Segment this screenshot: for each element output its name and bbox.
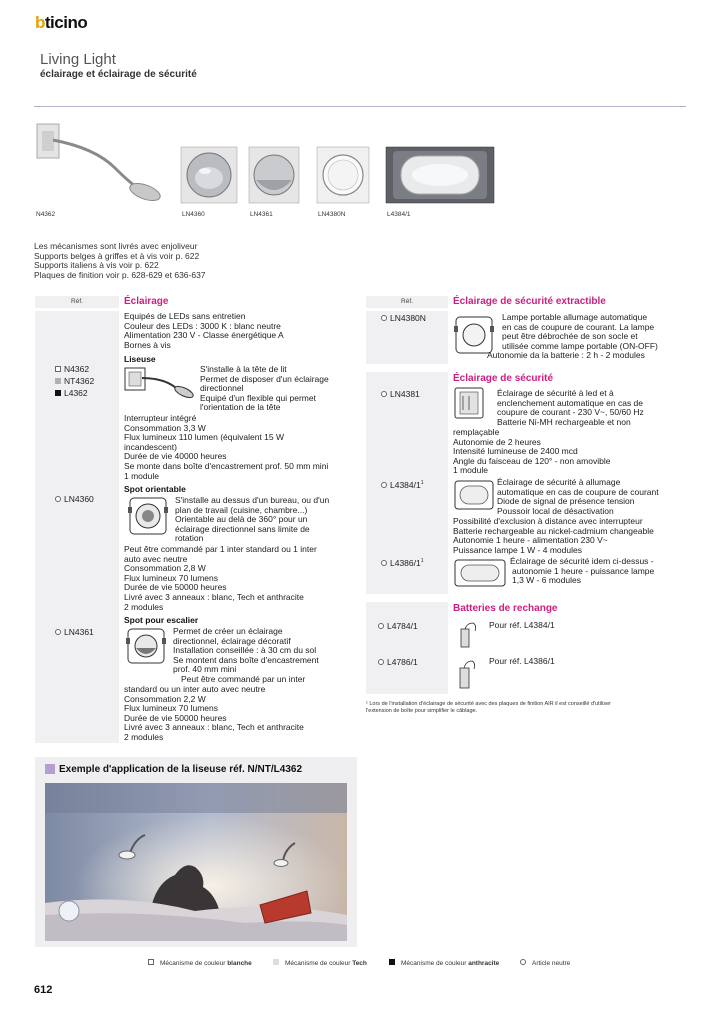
legend-text: Mécanisme de couleur — [160, 960, 228, 967]
ref-header-right: Réf. — [366, 296, 448, 308]
legend-text-bold: Tech — [352, 960, 367, 967]
text-line: coupure de courant - 230 V~, 50/60 Hz — [497, 407, 644, 418]
ref-l4384[interactable] — [381, 478, 424, 490]
ref-code: LN4380N — [390, 313, 426, 323]
text-line: Orientable au delà de 360° pour un — [175, 514, 308, 525]
text-line: prof. 40 mm mini — [173, 664, 237, 675]
footnote-marker: 1 — [420, 558, 424, 564]
grey-square-icon — [273, 959, 279, 965]
section-title-batteries: Batteries de rechange — [453, 603, 558, 614]
footnote-line: l'extension de boîte pour simplifier le câblage. — [366, 708, 478, 714]
text-line: Durée de vie 50000 heures — [124, 582, 227, 593]
text-line: en cas de coupure de courant. La lampe — [502, 321, 655, 332]
circle-icon — [381, 391, 387, 397]
text-line: Livré avec 3 anneaux : blanc, Tech et anthracite — [124, 591, 304, 602]
text-line: Éclairage de sécurité à allumage — [497, 477, 621, 487]
ref-column — [366, 602, 448, 694]
text-line: Consommation 2,2 W — [124, 693, 206, 704]
footnote-marker: 1 — [420, 480, 424, 486]
ln4360-product-image — [126, 495, 170, 537]
ref-code: L4384/1 — [390, 479, 421, 490]
text-line: directionnel — [200, 383, 244, 394]
ref-ln4380n[interactable] — [381, 313, 426, 323]
ref-code: LN4361 — [64, 627, 94, 637]
circle-icon — [381, 482, 387, 488]
photo-caption: LN4380N — [318, 211, 346, 218]
ref-code: L4386/1 — [390, 557, 421, 568]
text-line: rotation — [175, 533, 204, 544]
spot-escalier-title: Spot pour escalier — [124, 615, 199, 625]
liseuse-product-image — [124, 364, 196, 404]
legend-text: Article neutre — [532, 960, 571, 967]
ln4380n-text — [487, 312, 658, 361]
spot-escalier-side-text — [173, 627, 319, 685]
text-line: Flux lumineux 70 lumens — [124, 572, 219, 583]
legend-white — [148, 960, 252, 967]
ref-ln4361[interactable] — [55, 627, 94, 637]
text-line: Éclairage de sécurité à led et à — [497, 388, 614, 398]
text-line: enclenchement automatique en cas de — [497, 397, 644, 408]
ref-code: LN4360 — [64, 494, 94, 504]
text-line: Autonomie 1 heure - alimentation 230 V~ — [453, 535, 608, 546]
l4386-side-text — [510, 557, 654, 586]
legend-text-bold: blanche — [227, 960, 252, 967]
text-line: Durée de vie 40000 heures — [124, 451, 227, 462]
black-square-icon — [389, 959, 395, 965]
l4384-product-image — [453, 478, 495, 512]
text-line: Permet de créer un éclairage — [173, 626, 283, 636]
text-line: Installation conseillée : à 30 cm du sol — [173, 645, 317, 656]
ref-nt4362[interactable] — [55, 376, 94, 386]
header-rule — [34, 106, 686, 107]
legend-tech — [273, 960, 367, 967]
text-line: Durée de vie 50000 heures — [124, 712, 227, 723]
text-line: Peut être commandé par un inter — [181, 673, 306, 684]
page-title: Living Light — [40, 51, 116, 68]
text-line: Consommation 3,3 W — [124, 422, 206, 433]
ref-l4784[interactable] — [378, 621, 418, 631]
text-line: Flux lumineux 110 lumen (équivalent 15 W — [124, 432, 285, 443]
ln4381-side-text — [497, 389, 644, 427]
black-square-icon — [55, 390, 61, 396]
intro-line: Plaques de finition voir p. 628-629 et 636-637 — [34, 269, 206, 280]
text-line: Intensité lumineuse de 2400 mcd — [453, 446, 578, 457]
legend-article — [520, 960, 570, 967]
legend-text: Mécanisme de couleur — [401, 960, 469, 967]
text-line: Livré avec 3 anneaux : blanc, Tech et anthracite — [124, 722, 304, 733]
ref-n4362[interactable] — [55, 364, 89, 374]
text-line: auto avec neutre — [124, 553, 188, 564]
ref-code: L4362 — [64, 388, 88, 398]
text-line: directionnel, éclairage décoratif — [173, 635, 291, 646]
ref-code: L4786/1 — [387, 657, 418, 667]
text-line: éclairage directionnel sans limite de — [175, 523, 310, 534]
ref-code: N4362 — [64, 364, 90, 374]
text-line: Angle du faisceau de 120° - non amovible — [453, 455, 611, 466]
section-title-securite: Éclairage de sécurité — [453, 373, 554, 384]
white-square-icon — [55, 366, 61, 372]
text-line: utilisée comme lampe portable (ON-OFF) — [502, 340, 658, 351]
page-subtitle: éclairage et éclairage de sécurité — [40, 69, 197, 80]
l4384-text — [453, 517, 654, 555]
l4384-photo — [385, 146, 495, 204]
circle-icon — [378, 659, 384, 665]
photo-caption: LN4361 — [250, 211, 273, 218]
text-line: Equipés de LEDs sans entretien — [124, 311, 246, 321]
text-line: automatique en cas de coupure de courant — [497, 486, 659, 497]
text-line: Possibilité d'exclusion à distance avec interrupteur — [453, 516, 643, 526]
l4786-battery-image — [453, 656, 481, 692]
legend-text-bold: anthracite — [468, 960, 500, 967]
text-line: Peut être commandé par 1 inter standard ou 1 inter — [124, 544, 317, 554]
example-title: Exemple d'application de la liseuse réf. N/NT/L4362 — [59, 764, 303, 775]
ref-l4386[interactable] — [381, 556, 424, 568]
circle-icon — [55, 496, 61, 502]
white-square-icon — [148, 959, 154, 965]
circle-icon — [55, 629, 61, 635]
footnote — [366, 701, 611, 715]
ref-l4362[interactable] — [55, 388, 88, 398]
text-line: remplaçable — [453, 427, 500, 437]
text-line: Puissance lampe 1 W - 4 modules — [453, 544, 582, 555]
ref-code: L4784/1 — [387, 621, 418, 631]
ref-l4786[interactable] — [378, 657, 418, 667]
ln4381-text — [453, 428, 610, 476]
text-line: Diode de signal de présence tension — [497, 496, 635, 507]
intro-line: Les mécanismes sont livrés avec enjoliveur — [34, 241, 198, 251]
footnote-line: ¹ Lors de l'installation d'éclairage de sécurité avec des plaques de finition AIR il est conseillé d'utiliser — [366, 701, 611, 707]
text-line: standard ou un inter auto avec neutre — [124, 684, 266, 694]
text-line: Poussoir local de désactivation — [497, 505, 614, 516]
text-line: 2 modules — [124, 601, 164, 612]
text-line: S'installe au dessus d'un bureau, ou d'un — [175, 495, 330, 505]
ref-ln4381[interactable] — [381, 389, 420, 399]
text-line: l'orientation de la tête — [200, 402, 281, 413]
liseuse-title: Liseuse — [124, 354, 156, 364]
text-line: Éclairage de sécurité idem ci-dessus - — [510, 556, 654, 566]
liseuse-text — [124, 414, 328, 481]
text-line: Autonomie de 2 heures — [453, 436, 541, 447]
text-line: peut être débrochée de son socle et — [502, 331, 638, 342]
circle-icon — [381, 560, 387, 566]
example-square-icon — [45, 764, 55, 774]
text-line: Batterie Ni-MH rechargeable et non — [497, 416, 631, 427]
grey-square-icon — [55, 378, 61, 384]
circle-icon — [378, 623, 384, 629]
spot-orientable-title: Spot orientable — [124, 484, 186, 494]
section-title-eclairage: Éclairage — [124, 296, 169, 307]
l4386-product-image — [453, 557, 507, 589]
photo-caption: N4362 — [36, 211, 56, 218]
eclairage-general — [124, 312, 284, 350]
ref-code: LN4381 — [390, 389, 420, 399]
bticino-logo: bticino — [35, 13, 88, 32]
text-line: Se monte dans boîte d'encastrement prof. 50 mm mini — [124, 460, 329, 471]
text-line: Flux lumineux 70 lumens — [124, 703, 219, 714]
text-line: 1,3 W - 6 modules — [512, 575, 581, 586]
spot-orientable-side-text — [175, 496, 329, 544]
l4784-text: Pour réf. L4384/1 — [489, 620, 555, 630]
ln4361-photo — [248, 146, 300, 204]
text-line: Autonomie da la batterie : 2 h - 2 modules — [487, 350, 645, 361]
circle-icon — [381, 315, 387, 321]
text-line: Equipé d'un flexible qui permet — [200, 392, 316, 403]
l4784-battery-image — [453, 619, 481, 651]
text-line: 1 module — [124, 470, 159, 481]
text-line: 1 module — [453, 465, 488, 476]
bedroom-photo — [45, 783, 347, 941]
page-number: 612 — [34, 984, 53, 996]
text-line: Bornes à vis — [124, 339, 171, 350]
text-line: Interrupteur intégré — [124, 413, 197, 423]
l4384-side-text — [497, 478, 659, 516]
text-line: Permet de disposer d'un éclairage — [200, 373, 329, 384]
ln4360-photo — [180, 146, 238, 204]
legend-anthracite — [389, 960, 499, 967]
ref-header: Réf. — [35, 296, 119, 308]
l4786-text: Pour réf. L4386/1 — [489, 656, 555, 666]
legend-text: Mécanisme de couleur — [285, 960, 353, 967]
photo-caption: LN4360 — [182, 211, 205, 218]
spot-escalier-text — [124, 685, 304, 743]
text-line: Alimentation 230 V - Classe énergétique A — [124, 330, 284, 341]
intro-text — [34, 242, 206, 280]
spot-orientable-text — [124, 545, 317, 612]
text-line: S'installe à la tête de lit — [200, 364, 287, 374]
ln4361-product-image — [124, 626, 168, 666]
text-line: Lampe portable allumage automatique — [502, 312, 648, 322]
text-line: 2 modules — [124, 731, 164, 742]
ref-ln4360[interactable] — [55, 494, 94, 504]
section-title-extractible: Éclairage de sécurité extractible — [453, 296, 606, 307]
text-line: plan de travail (cuisine, chambre...) — [175, 504, 308, 515]
ln4381-product-image — [453, 386, 485, 422]
text-line: Consommation 2,8 W — [124, 563, 206, 574]
text-line: Se montent dans boîte d'encastrement — [173, 654, 319, 665]
text-line: incandescent) — [124, 441, 177, 452]
text-line: autonomie 1 heure - puissance lampe — [512, 565, 655, 576]
intro-line: Supports italiens à vis voir p. 622 — [34, 260, 159, 271]
ln4380n-photo — [316, 146, 370, 204]
circle-icon — [520, 959, 526, 965]
intro-line: Supports belges à griffes et à vis voir p. 622 — [34, 250, 200, 261]
text-line: Batterie rechargeable au nickel-cadmium changeable — [453, 525, 654, 536]
liseuse-photo — [35, 118, 165, 208]
liseuse-side-text — [200, 365, 329, 413]
ref-code: NT4362 — [64, 376, 95, 386]
text-line: Couleur des LEDs : 3000 K : blanc neutre — [124, 320, 281, 331]
photo-caption: L4384/1 — [387, 211, 411, 218]
